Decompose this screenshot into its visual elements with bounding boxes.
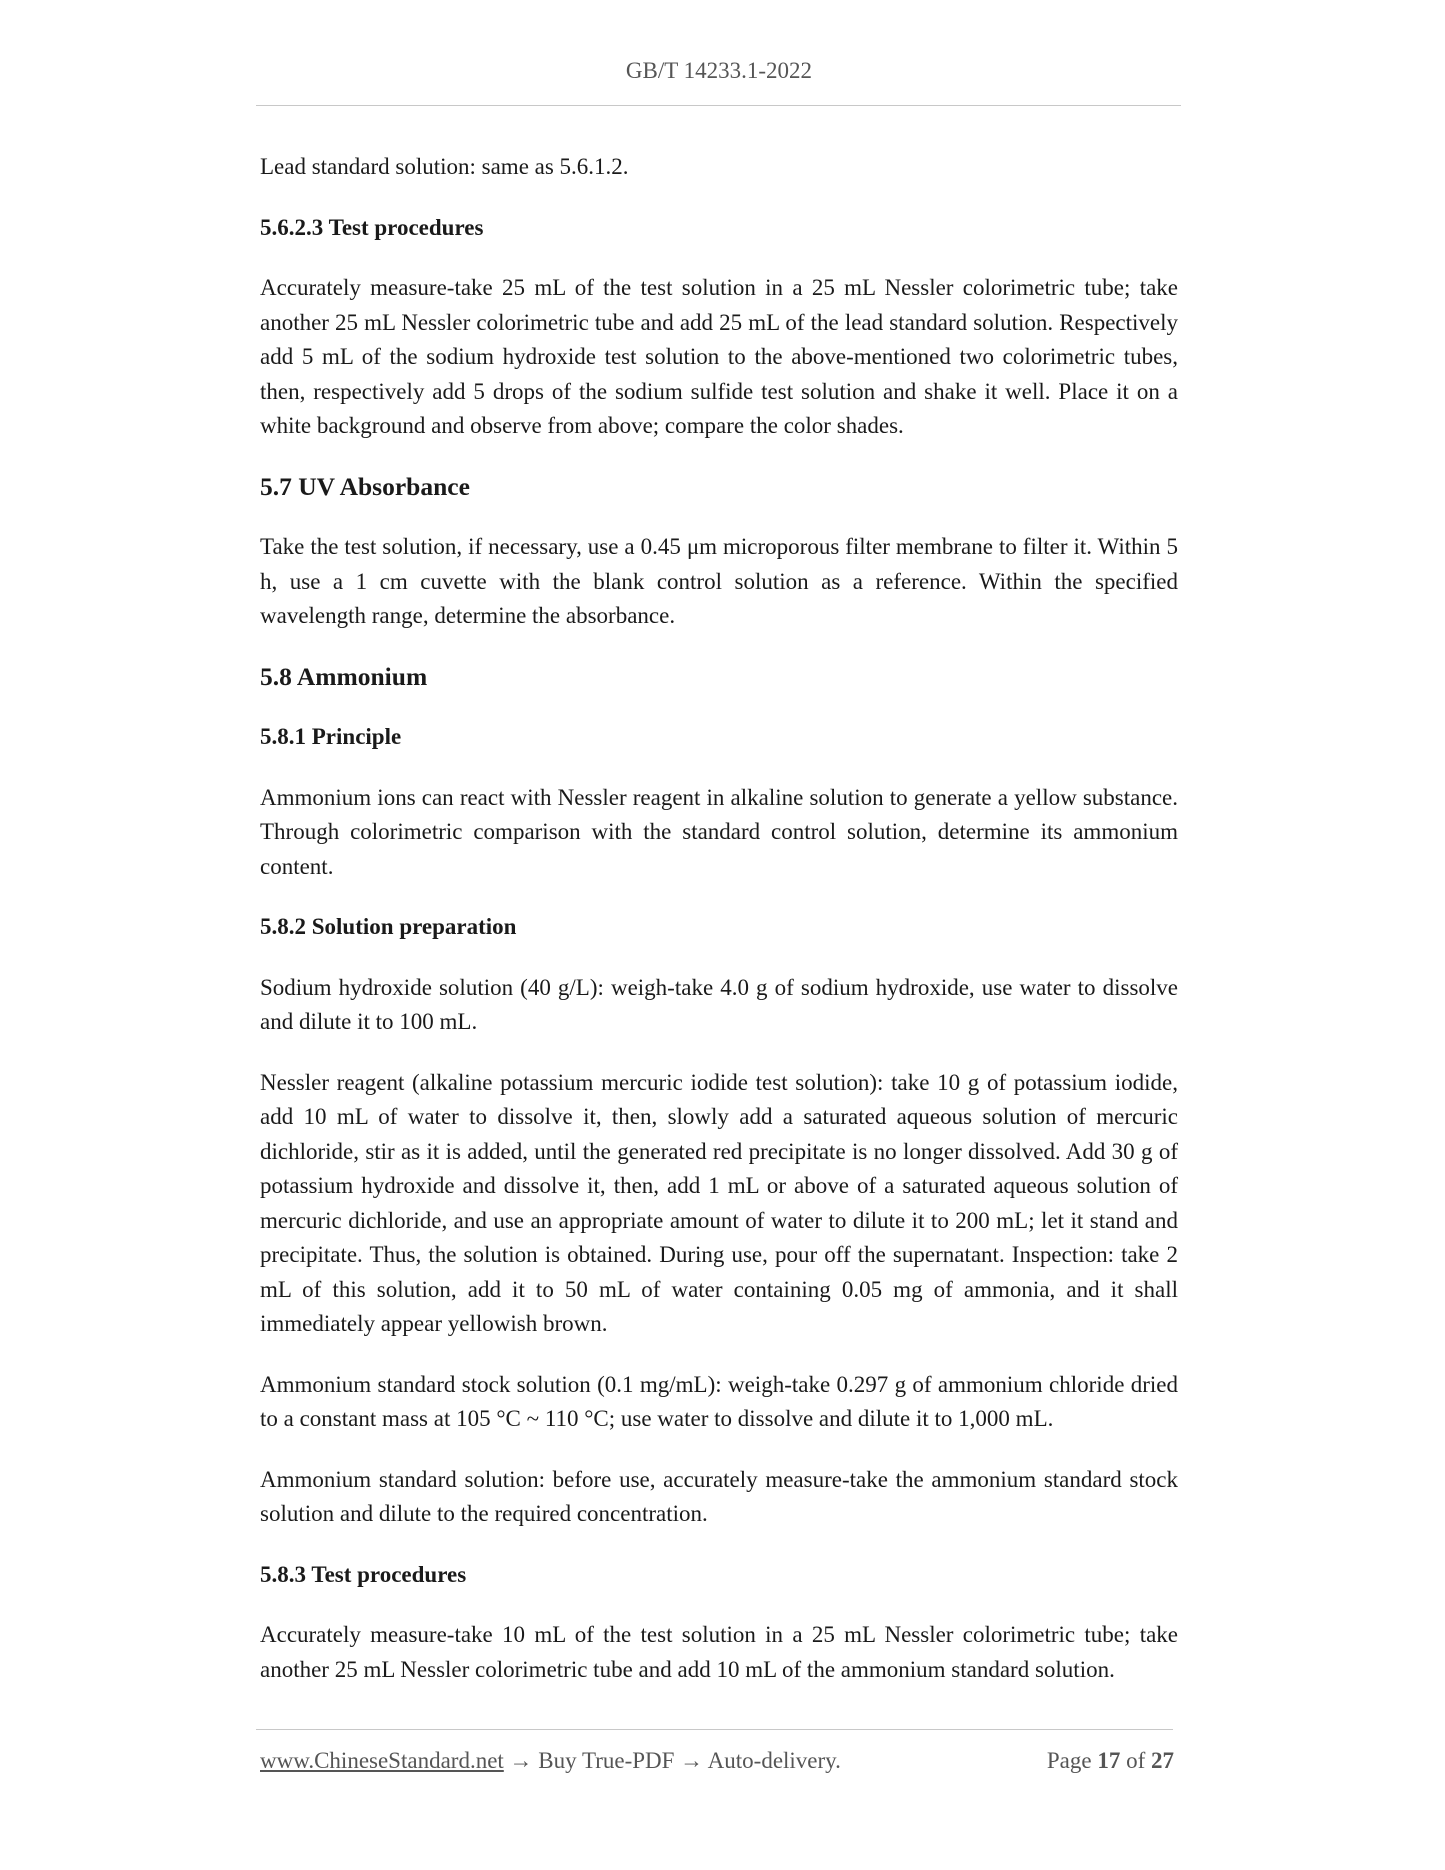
heading-5-6-2-3: 5.6.2.3 Test procedures: [260, 214, 484, 240]
page-of-label: of: [1126, 1748, 1146, 1773]
heading-5-7: 5.7 UV Absorbance: [260, 471, 470, 501]
footer-promo: [260, 1748, 841, 1774]
header-divider: [256, 105, 1181, 106]
page-label: Page: [1046, 1748, 1092, 1773]
footer-divider: [256, 1729, 1173, 1730]
paragraph-lead-test-procedure: Accurately measure-take 25 mL of the test solution in a 25 mL Nessler colorimetric tube; take another 25 mL Nessler colorimetric tube and add 25 mL of the lead standard solution. Respectively add 5 mL of the sodium hydroxide test solution to the above-mentioned two colorimetric tubes, then, respectively add 5 drops of the sodium sulfide test solution and shake it well. Place it on a white background and observe from above; compare the color shades.: [260, 275, 1178, 438]
footer-promo-text: → Buy True-PDF → Auto-delivery.: [503, 1748, 841, 1773]
paragraph-lead-standard: Lead standard solution: same as 5.6.1.2.: [260, 154, 629, 179]
page-number: [1047, 1748, 1174, 1774]
page-header: GB/T 14233.1-2022: [625, 58, 813, 83]
paragraph-uv-absorbance: Take the test solution, if necessary, use a 0.45 μm microporous filter membrane to filter it. Within 5 h, use a 1 cm cuvette with the blank control solution as a reference. Within the specified wavelength range, determine the absorbance.: [260, 534, 1178, 628]
heading-5-8-2: 5.8.2 Solution preparation: [260, 914, 517, 939]
paragraph-ammonium-principle: Ammonium ions can react with Nessler reagent in alkaline solution to generate a yellow substance. Through colorimetric comparison with the standard control solution, determine its ammonium content.: [260, 784, 1178, 879]
website-link[interactable]: www.ChineseStandard.net: [260, 1748, 504, 1773]
heading-5-8-3: 5.8.3 Test procedures: [260, 1561, 467, 1587]
page-current: 17: [1097, 1748, 1121, 1773]
paragraph-ammonium-test-procedure: Accurately measure-take 10 mL of the test solution in a 25 mL Nessler colorimetric tube; take another 25 mL Nessler colorimetric tube and add 10 mL of the ammonium standard solution.: [260, 1622, 1178, 1682]
paragraph-ammonium-standard: Ammonium standard solution: before use, accurately measure-take the ammonium standard stock solution and dilute to the required concentration.: [260, 1466, 1178, 1526]
heading-5-8-1: 5.8.1 Principle: [260, 724, 402, 749]
document-body: [260, 150, 1178, 1713]
paragraph-ammonium-stock: Ammonium standard stock solution (0.1 mg/mL): weigh-take 0.297 g of ammonium chloride dried to a constant mass at 105 °C ~ 110 °C; use water to dissolve and dilute it to 1,000 mL.: [260, 1371, 1178, 1431]
paragraph-nessler-reagent: Nessler reagent (alkaline potassium mercuric iodide test solution): take 10 g of potassium iodide, add 10 mL of water to dissolve it, then, slowly add a saturated aqueous solution of mercuric dichloride, stir as it is added, until the generated red precipitate is no longer dissolved. Add 30 g of potassium hydroxide and dissolve it, then, add 1 mL or above of a saturated aqueous solution of mercuric dichloride, and use an appropriate amount of water to dilute it to 200 mL; let it stand and precipitate. Thus, the solution is obtained. During use, pour off the supernatant. Inspection: take 2 mL of this solution, add it to 50 mL of water containing 0.05 mg of ammonia, and it shall immediately appear yellowish brown.: [260, 1069, 1178, 1336]
paragraph-sodium-hydroxide: Sodium hydroxide solution (40 g/L): weigh-take 4.0 g of sodium hydroxide, use water to dissolve and dilute it to 100 mL.: [260, 974, 1178, 1034]
heading-5-8: 5.8 Ammonium: [260, 661, 428, 691]
page-total: 27: [1151, 1748, 1174, 1773]
